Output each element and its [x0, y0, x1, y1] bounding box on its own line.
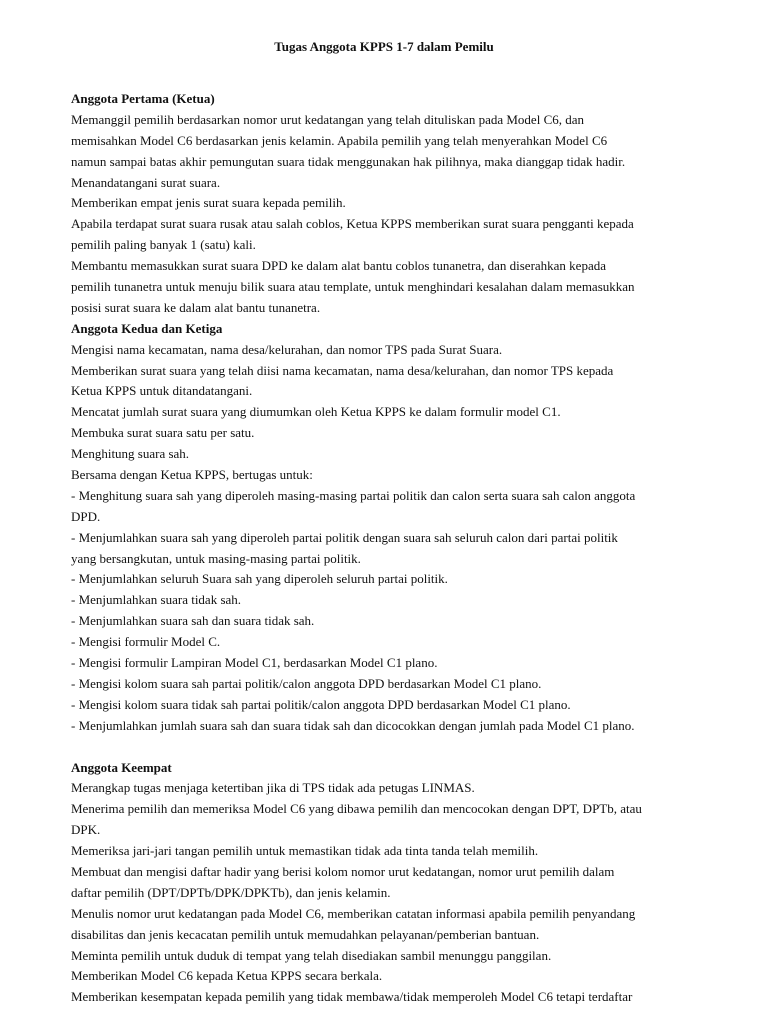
document-body [71, 89, 739, 1008]
text-line: Meminta pemilih untuk duduk di tempat yang telah disediakan sambil menunggu panggilan. [71, 947, 552, 963]
text-line: Memberikan kesempatan kepada pemilih yang tidak membawa/tidak memperoleh Model C6 tetapi terdaftar [71, 989, 633, 1005]
text-line: - Menjumlahkan suara sah dan suara tidak sah. [71, 613, 315, 629]
text-line: - Mengisi kolom suara sah partai politik/calon anggota DPD berdasarkan Model C1 plano. [71, 675, 542, 691]
text-line: - Menjumlahkan suara sah yang diperoleh partai politik dengan suara sah seluruh calon dari partai politik [71, 529, 618, 545]
section-heading: Anggota Keempat [71, 759, 172, 775]
section-heading: Anggota Kedua dan Ketiga [71, 320, 223, 336]
document-title: Tugas Anggota KPPS 1-7 dalam Pemilu [274, 39, 494, 54]
text-line: Menerima pemilih dan memeriksa Model C6 yang dibawa pemilih dan mencocokan dengan DPT, DPTb, atau [71, 801, 642, 817]
text-line: Memanggil pemilih berdasarkan nomor urut kedatangan yang telah dituliskan pada Model C6, dan [71, 111, 585, 127]
text-line: Menandatangani surat suara. [71, 174, 221, 190]
text-line: yang bersangkutan, untuk masing-masing partai politik. [71, 550, 361, 566]
text-line: Menghitung suara sah. [71, 446, 190, 462]
text-line: - Mengisi formulir Lampiran Model C1, berdasarkan Model C1 plano. [71, 655, 438, 671]
text-line: posisi surat suara ke dalam alat bantu tunanetra. [71, 299, 321, 315]
text-line: Membuat dan mengisi daftar hadir yang berisi kolom nomor urut kedatangan, nomor urut pemilih dalam [71, 863, 615, 879]
text-line: DPK. [71, 822, 101, 838]
text-line: pemilih paling banyak 1 (satu) kali. [71, 237, 256, 253]
text-line: Merangkap tugas menjaga ketertiban jika di TPS tidak ada petugas LINMAS. [71, 780, 475, 796]
text-line: daftar pemilih (DPT/DPTb/DPK/DPKTb), dan jenis kelamin. [71, 884, 391, 900]
text-line: - Menjumlahkan jumlah suara sah dan suara tidak sah dan dicocokkan dengan jumlah pada Model C1 plano. [71, 717, 635, 733]
text-line: DPD. [71, 508, 101, 524]
text-line: Memberikan Model C6 kepada Ketua KPPS secara berkala. [71, 968, 383, 984]
text-line: Mengisi nama kecamatan, nama desa/kelurahan, dan nomor TPS pada Surat Suara. [71, 341, 503, 357]
text-line: pemilih tunanetra untuk menuju bilik suara atau template, untuk menghindari kesalahan dalam memasukkan [71, 279, 635, 295]
section-heading: Anggota Pertama (Ketua) [71, 91, 215, 106]
text-line: Memberikan surat suara yang telah diisi nama kecamatan, nama desa/kelurahan, dan nomor TPS kepada [71, 362, 614, 378]
text-line: - Menghitung suara sah yang diperoleh masing-masing partai politik dan calon serta suara sah calon anggota [71, 487, 636, 503]
text-line: disabilitas dan jenis kecacatan pemilih untuk memudahkan pelayanan/pemberian bantuan. [71, 926, 540, 942]
text-line: namun sampai batas akhir pemungutan suara tidak menggunakan hak pilihnya, maka dianggap tidak hadir. [71, 153, 626, 169]
text-line: Ketua KPPS untuk ditandatangani. [71, 383, 253, 399]
text-line: Memeriksa jari-jari tangan pemilih untuk memastikan tidak ada tinta tanda telah memilih. [71, 843, 539, 859]
text-line: Membuka surat suara satu per satu. [71, 425, 255, 441]
text-line: Bersama dengan Ketua KPPS, bertugas untuk: [71, 467, 313, 483]
text-line: - Mengisi kolom suara tidak sah partai politik/calon anggota DPD berdasarkan Model C1 plano. [71, 696, 571, 712]
text-line: Membantu memasukkan surat suara DPD ke dalam alat bantu coblos tunanetra, dan diserahkan kepada [71, 258, 606, 274]
text-line: Memberikan empat jenis surat suara kepada pemilih. [71, 195, 346, 211]
text-line: Mencatat jumlah surat suara yang diumumkan oleh Ketua KPPS ke dalam formulir model C1. [71, 404, 561, 420]
text-line: memisahkan Model C6 berdasarkan jenis kelamin. Apabila pemilih yang telah menyerahkan Model C6 [71, 132, 608, 148]
text-line: - Menjumlahkan seluruh Suara sah yang diperoleh seluruh partai politik. [71, 571, 448, 587]
blank-line [71, 737, 739, 758]
text-line: - Menjumlahkan suara tidak sah. [71, 592, 242, 608]
text-line: Apabila terdapat surat suara rusak atau salah coblos, Ketua KPPS memberikan surat suara pengganti kepada [71, 216, 634, 232]
text-line: Menulis nomor urut kedatangan pada Model C6, memberikan catatan informasi apabila pemilih penyandang [71, 905, 636, 921]
text-line: - Mengisi formulir Model C. [71, 634, 221, 650]
